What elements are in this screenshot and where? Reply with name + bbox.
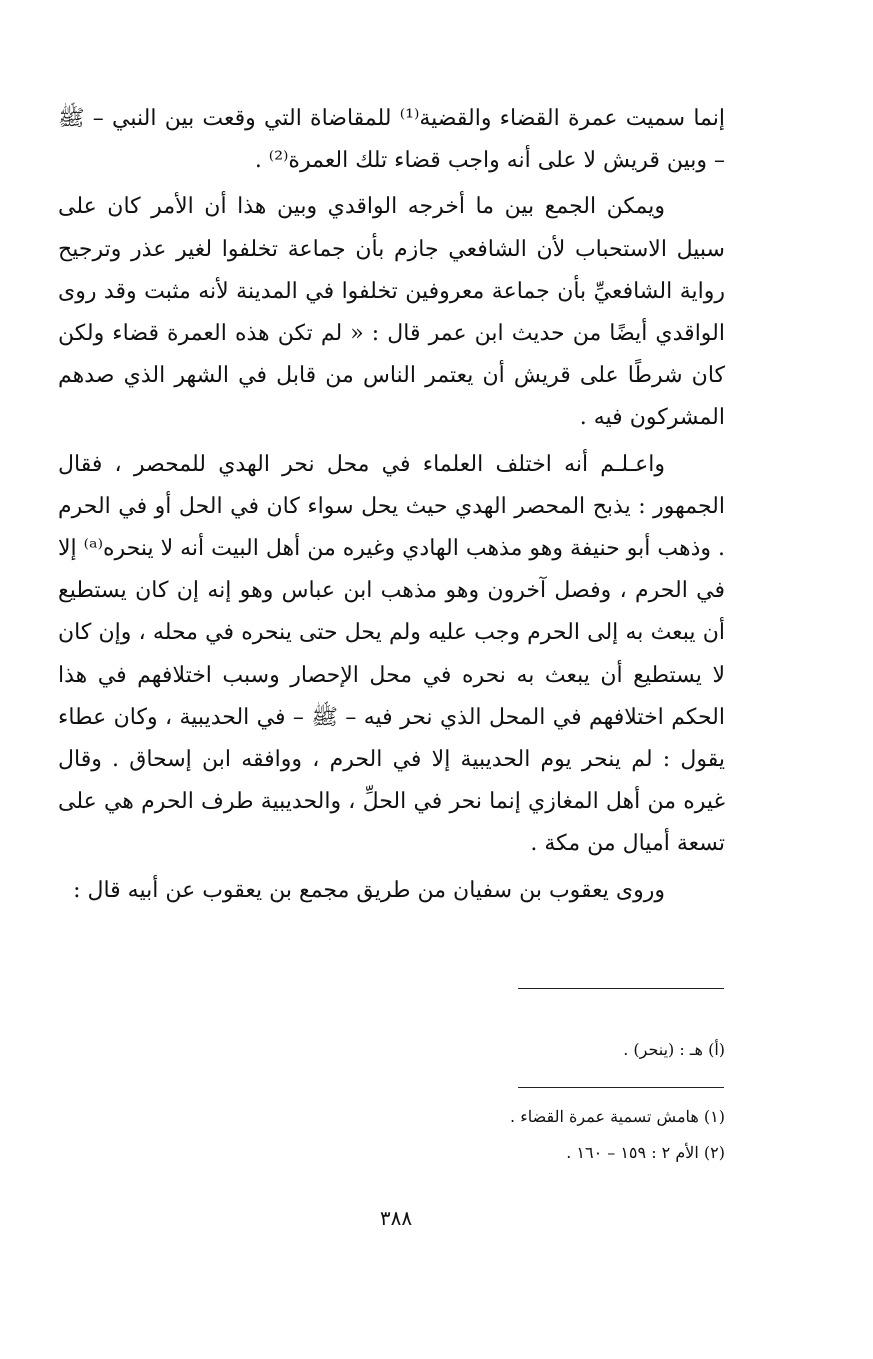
footnote-1: (١) هامش تسمية عمرة القضاء . bbox=[510, 1107, 725, 1126]
paragraph-3: واعـلـم أنه اختلف العلماء في محل نحر الهدي للمحصر ، فقال الجمهور : يذبح المحصر الهدي حيث يحل سواء كان في الحل أو في الحرم . وذهب أبو حنيفة وهو مذهب الهادي وغيره من أهل البيت أنه لا ينحره⁽ᵃ⁾ إلا في الحرم ، وفصل آخرون وهو مذهب ابن عباس وهو إنه إن كان يستطيع أن يبعث به إلى الحرم وجب عليه ولم يحل حتى ينحره في محله ، وإن كان لا يستطيع أن يبعث به نحره في محل الإحصار وسبب اختلافهم في هذا الحكم اختلافهم في المحل الذي نحر فيه – ﷺ – في الحديبية ، وكان عطاء يقول : لم ينحر يوم الحديبية إلا في الحرم ، ووافقه ابن إسحاق . وقال غيره من أهل المغازي إنما نحر في الحلِّ ، والحديبية طرف الحرم هي على تسعة أميال من مكة . bbox=[58, 451, 725, 857]
paragraph-4: وروى يعقوب بن سفيان من طريق مجمع بن يعقوب عن أبيه قال : bbox=[73, 877, 665, 903]
paragraph-2: ويمكن الجمع بين ما أخرجه الواقدي وبين هذا أن الأمر كان على سبيل الاستحباب لأن الشافعي جازم بأن جماعة تخلفوا لغير عذر وترجيح رواية الشافعيِّ بأن جماعة معروفين تخلفوا في المدينة لأنه مثبت وقد روى الواقدي أيضًا من حديث ابن عمر قال : « لم تكن هذه العمرة قضاء ولكن كان شرطًا على قريش أن يعتمر الناس من قابل في الشهر الذي صدهم المشركون فيه . bbox=[58, 194, 725, 431]
footnotes-divider bbox=[518, 1087, 724, 1088]
variant-note: (أ) هـ : (ينحر) . bbox=[623, 1040, 725, 1059]
variant-note-divider bbox=[518, 988, 724, 989]
footnote-2: (٢) الأم ٢ : ١٥٩ – ١٦٠ . bbox=[566, 1143, 725, 1162]
page-number: ٣٨٨ bbox=[379, 1206, 413, 1230]
main-text bbox=[58, 98, 725, 912]
paragraph-1: إنما سميت عمرة القضاء والقضية⁽¹⁾ للمقاضاة التي وقعت بين النبي – ﷺ – وبين قريش لا على أنه واجب قضاء تلك العمرة⁽²⁾ . bbox=[58, 106, 726, 174]
